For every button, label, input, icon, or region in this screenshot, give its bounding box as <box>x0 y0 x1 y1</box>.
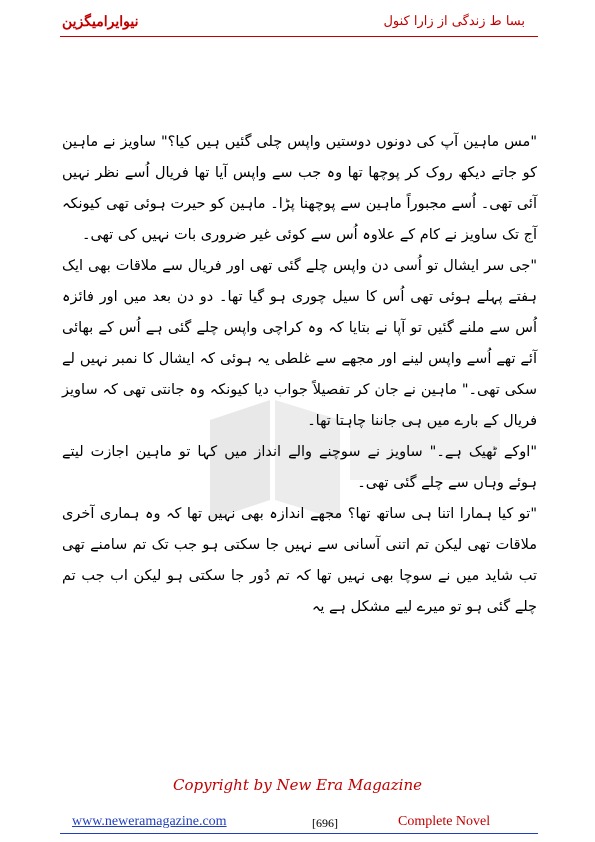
header-magazine-name: نیوایرامیگزین <box>62 14 139 30</box>
paragraph: "مس ماہین آپ کی دونوں دوستیں واپس چلی گئیں ہیں کیا؟" ساویز نے ماہین کو جاتے دیکھ روک کر پوچھا تھا وہ جب سے واپس آیا تھا فریال اُسے نظر نہیں آئی تھی۔ اُسے مجبوراً ماہین سے پوچھنا پڑا۔ ماہین کو حیرت ہوئی تھی کیونکہ آج تک ساویز نے کام کے علاوہ اُس سے کوئی غیر ضروری بات نہیں کی تھی۔ <box>62 134 537 243</box>
paragraph: "جی سر ایشال تو اُسی دن واپس چلے گئی تھی اور فریال سے ملاقات بھی ایک ہفتے پہلے ہوئی تھی اُس کا سیل چوری ہو گیا تھا۔ دو دن بعد میں اور فائزہ اُس سے ملنے گئیں تو آپا نے بتایا کہ وہ کراچی واپس چلے گئی ہے اُس کے بھائی آئے تھے اُسے واپس لینے اور مجھے سے غلطی یہ ہوئی کہ ایشال کا نمبر نہیں لے سکی تھی۔" ماہین نے جان کر تفصیلاً جواب دیا کیونکہ وہ جانتی تھی کہ ساویز فریال کے بارے میں ہی جاننا چاہتا تھا۔ <box>62 258 537 429</box>
copyright-line: Copyright by New Era Magazine <box>173 776 422 794</box>
header-divider <box>60 36 538 37</box>
page-number: [696] <box>312 816 338 830</box>
paragraph: "اوکے ٹھیک ہے۔" ساویز نے سوچنے والے انداز میں کہا تو ماہین اجازت لیتے ہوئے وہاں سے چلے گئی تھی۔ <box>62 444 537 491</box>
paragraph: "تو کیا ہمارا اتنا ہی ساتھ تھا؟ مجھے اندازہ بھی نہیں تھا کہ وہ ہماری آخری ملاقات تھی لیکن تم اتنی آسانی سے نہیں جا سکتی ہو جب تک تم سامنے تھی تب شاید میں نے سوچا بھی نہیں تھا کہ تم دُور جا سکتی ہو لیکن اب جب تم چلے گئی ہو تو میرے لیے مشکل ہے یہ <box>62 506 537 615</box>
footer-divider <box>60 833 538 834</box>
section-label: Complete Novel <box>398 814 491 829</box>
website-link[interactable]: www.neweramagazine.com <box>72 814 227 829</box>
article-body <box>62 127 537 623</box>
page-footer <box>0 814 595 834</box>
header-novel-title: بسا ط زندگی از زارا کنول <box>383 14 525 29</box>
